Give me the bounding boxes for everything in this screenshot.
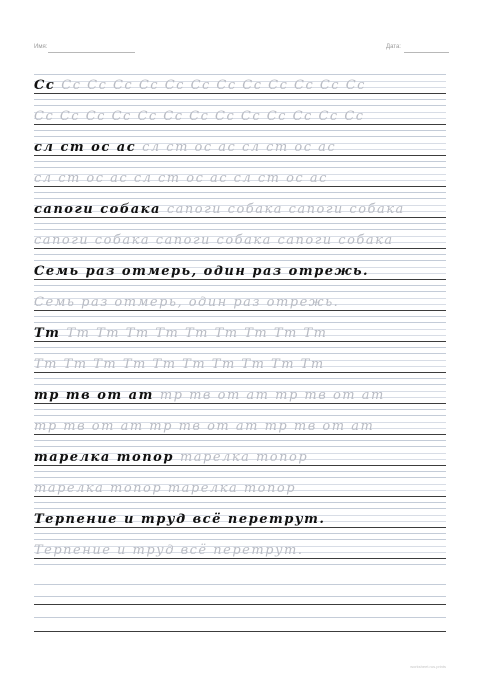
trace-writing[interactable]: тр тв от ат тр тв от ат тр тв от ат	[34, 419, 375, 434]
name-label: Имя:	[34, 44, 48, 50]
trace-writing[interactable]: Семь раз отмерь, один раз отрежь.	[34, 295, 340, 310]
ruling-line	[34, 347, 446, 348]
practice-row	[34, 473, 446, 505]
model-writing: Сс	[34, 78, 56, 93]
date-label: Дата:	[386, 44, 401, 50]
trace-writing[interactable]: тр тв от ат тр тв от ат	[159, 388, 385, 403]
model-writing: сл ст ос ас	[34, 140, 137, 155]
ruling-line	[34, 471, 446, 472]
row-text	[34, 508, 331, 532]
ruling-line	[34, 130, 446, 131]
row-text	[34, 415, 374, 439]
ruling-line	[34, 99, 446, 100]
practice-row	[34, 70, 446, 102]
practice-row	[34, 318, 446, 350]
trace-writing[interactable]: Сс Сс Сс Сс Сс Сс Сс Сс Сс Сс Сс Сс	[61, 78, 366, 93]
practice-row	[34, 349, 446, 381]
row-text	[34, 539, 303, 563]
row-text	[34, 229, 394, 253]
ruling-line	[34, 533, 446, 534]
model-writing: тр тв от ат	[34, 388, 154, 403]
trace-writing[interactable]: сл ст ос ас сл ст ос ас сл ст ос ас	[34, 171, 328, 186]
row-text	[34, 291, 339, 315]
date-field-line[interactable]	[404, 52, 449, 53]
ruling-line	[34, 409, 446, 410]
trace-writing[interactable]: Тт Тт Тт Тт Тт Тт Тт Тт Тт	[66, 326, 328, 341]
model-writing: сапоги собака	[34, 202, 161, 217]
practice-row	[34, 256, 446, 288]
ruling-line	[34, 223, 446, 224]
ruling-line	[34, 161, 446, 162]
ruling-line	[34, 285, 446, 286]
model-writing: тарелка топор	[34, 450, 174, 465]
name-field-line[interactable]	[48, 52, 135, 53]
row-text	[34, 74, 366, 98]
blank-ruling-line[interactable]	[34, 584, 446, 585]
trace-writing[interactable]: Терпение и труд всё перетрут.	[34, 543, 304, 558]
row-text	[34, 260, 375, 284]
row-text	[34, 136, 336, 160]
row-text	[34, 198, 405, 222]
practice-row	[34, 442, 446, 474]
practice-row	[34, 504, 446, 536]
blank-ruling-line[interactable]	[34, 596, 446, 597]
practice-row	[34, 194, 446, 226]
blank-ruling-line[interactable]	[34, 631, 446, 632]
trace-writing[interactable]: тарелка топор	[179, 450, 309, 465]
ruling-line	[34, 440, 446, 441]
trace-writing[interactable]: сапоги собака сапоги собака сапоги собака	[34, 233, 394, 248]
blank-ruling-line[interactable]	[34, 617, 446, 618]
trace-writing[interactable]: сапоги собака сапоги собака	[166, 202, 405, 217]
ruling-line	[34, 316, 446, 317]
row-text	[34, 446, 308, 470]
row-text	[34, 105, 365, 129]
footer-source: worksheet.rus.prints	[410, 664, 446, 669]
practice-row	[34, 535, 446, 567]
practice-row	[34, 163, 446, 195]
row-text	[34, 322, 327, 346]
practice-row	[34, 287, 446, 319]
trace-writing[interactable]: сл ст ос ас сл ст ос ас	[142, 140, 337, 155]
practice-row	[34, 132, 446, 164]
practice-row	[34, 101, 446, 133]
model-writing: Терпение и труд всё перетрут.	[34, 512, 326, 527]
row-text	[34, 167, 328, 191]
ruling-line	[34, 192, 446, 193]
trace-writing[interactable]: Тт Тт Тт Тт Тт Тт Тт Тт Тт Тт	[34, 357, 325, 372]
model-writing: Тт	[34, 326, 61, 341]
trace-writing[interactable]: Сс Сс Сс Сс Сс Сс Сс Сс Сс Сс Сс Сс Сс	[34, 109, 365, 124]
row-text	[34, 353, 325, 377]
practice-row	[34, 380, 446, 412]
ruling-line	[34, 378, 446, 379]
row-text	[34, 384, 385, 408]
ruling-line	[34, 502, 446, 503]
blank-ruling-line[interactable]	[34, 604, 446, 605]
model-writing: Семь раз отмерь, один раз отрежь.	[34, 264, 370, 279]
row-text	[34, 477, 296, 501]
practice-row	[34, 411, 446, 443]
trace-writing[interactable]: тарелка топор тарелка топор	[34, 481, 297, 496]
ruling-line	[34, 564, 446, 565]
practice-row	[34, 225, 446, 257]
ruling-line	[34, 254, 446, 255]
